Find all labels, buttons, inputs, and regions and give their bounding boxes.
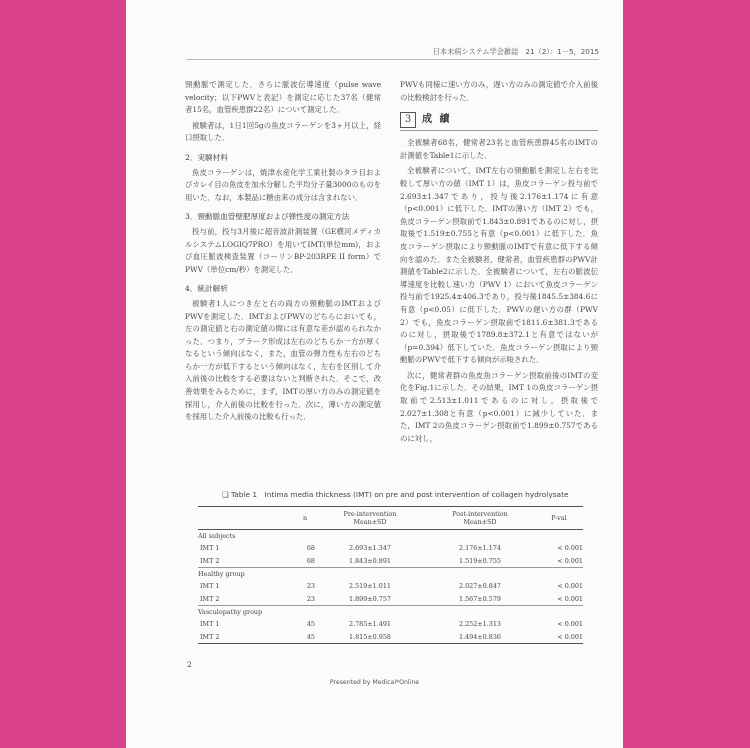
header-pre: Pre-intervention Mean±SD xyxy=(343,510,397,526)
table-group-label: Healthy group xyxy=(198,567,583,580)
header-pval: P-val xyxy=(551,514,567,522)
table-row: IMT 1 68 2.693±1.347 2.176±1.174 < 0.001 xyxy=(200,544,583,553)
section-title: 成 績 xyxy=(422,113,452,125)
paragraph: 頸動脈で測定した．さらに脈波伝導速度（pulse wave velocity；以下PWVと表記）を測定に応じた37名（健常者15名，血管疾患群22名）について測定した． xyxy=(185,80,381,115)
table-row: IMT 2 68 1.843±0.891 1.519±0.755 < 0.001 xyxy=(200,556,583,565)
paragraph: 被験者は，1日1回5gの魚皮コラーゲンを3ヶ月以上，経口摂取した． xyxy=(185,120,381,143)
section-number: 3 xyxy=(400,112,416,128)
table-group-label: Vasculopathy group xyxy=(198,605,583,618)
paragraph: PWVも同様に速い方のみ，遅い方のみの測定値で介入前後の比較検討を行った． xyxy=(400,80,598,102)
paragraph: 魚皮コラーゲンは，焼津水産化学工業社製のタラ目およびカレイ目の魚皮を加水分解した平均分子量3000のものを用いた．なお，本製品に糖由来の成分は含まれない． xyxy=(185,167,381,202)
paragraph: 被験者1人につき左と右の両方の頸動脈のIMTおよびPWVを測定した．IMTおよびPWVのどちらにおいても，左の測定値と右の測定値の間には有意な差が認められなかった．つまり，プラーク形成は左右のどちらか一方が厚くなるという傾向はなく，また，血管の弾力性も左右のどちらか一方が低下するという傾向はなく，左右を区別して介入前後の比較をする必要はないと判断された．そこで，改善効果をみるために，まず，IMTの厚い方のみの測定値を採用し，介入前後の比較を行った．次に，薄い方の測定値を採用した介入前後の比較も行った． xyxy=(185,298,381,422)
table-row: IMT 2 45 1.815±0.958 1.494±0.836 < 0.001 xyxy=(198,630,583,643)
paragraph: 全被験者68名，健常者23名と血管疾患群45名のIMTの計測値をTable1に示した． xyxy=(400,138,598,160)
footer-credit: Presented by Medical*Online xyxy=(329,679,420,686)
right-column xyxy=(400,79,598,448)
left-column xyxy=(185,79,381,427)
table-caption: ❑ Table 1 Intima media thickness (IMT) on pre and post intervention of collagen hydrolysate xyxy=(222,490,569,499)
table-header-row xyxy=(198,506,583,530)
table-group-label: All subjects xyxy=(198,532,236,540)
subsection-heading: 2．実験材料 xyxy=(185,152,228,162)
table-row: IMT 2 23 1.899±0.757 1.567±0.579 < 0.001 xyxy=(200,594,583,603)
running-header: 日本未病システム学会雑誌 21（2）：1－5，2015 xyxy=(186,47,599,60)
table-row: IMT 1 45 2.785±1.491 2.252±1.313 < 0.001 xyxy=(200,620,583,629)
header-post: Post-intervention Mean±SD xyxy=(452,510,508,526)
subsection-heading: 4．統計解析 xyxy=(185,284,228,294)
imt-table xyxy=(198,506,583,644)
paragraph: 全被験者について，IMT左右の頸動脈を測定し左右を比較して厚い方の値（IMT 1）は，魚皮コラーゲン投与前で2.693±1.347であり，投与後2.176±1.174に有意（p<0.001）に低下した．IMTの薄い方（IMT 2）でも，魚皮コラーゲン摂取前で1.843±0.891であるのに対し，摂取後で1.519±0.755と有意（p<0.001）に低下した．魚皮コラーゲン摂取により頸動脈のIMTで有意に低下する傾向を認めた．また全被験者，健常者，血管疾患群のPWV計測値をTable2に示した．全被験者について，左右の脈波伝導速度を比較し速い方（PWV 1）において魚皮コラーゲン投与前で1925.4±406.3であり，投与後1845.5±384.6に有意（p<0.05）に低下した．PWVの遅い方の群（PWV 2）でも，魚皮コラーゲン摂取前で1811.6±381.3であるのに対し，摂取後で1789.8±372.1と有意ではないが（p=0.394）低下していた．魚皮コラーゲン摂取により頸動脈のPWVで低下する傾向が示唆された． xyxy=(400,166,598,365)
paragraph: 次に，健常者群の魚皮魚コラーゲン摂取前後のIMTの変化をFig.1に示した．その結果，IMT 1の魚皮コラーゲン摂取前で2.513±1.011であるのに対し，摂取後で2.027±1.308と有意（p<0.001）に減少していた．また，IMT 2の魚皮コラーゲン摂取前で1.899±0.757であるのに対し， xyxy=(400,370,598,443)
paragraph: 投与前，投与3月後に超音波計測装置（GE横河メディカルシステムLOGIQ7PRO）を用いてIMT(単位mm)，および血圧脈波検査装置（コーリンBP-203RPE II form）でPWV（単位cm/秒）を測定した． xyxy=(185,226,381,274)
section-heading xyxy=(400,112,598,131)
page-number: 2 xyxy=(187,660,192,669)
header-n: n xyxy=(302,514,308,522)
table-row: IMT 1 23 2.519±1.011 2.027±0.847 < 0.001 xyxy=(200,582,583,591)
subsection-heading: 3．頸動脈血管壁肥厚度および弾性度の測定方法 xyxy=(185,212,350,222)
journal-page xyxy=(126,0,623,748)
